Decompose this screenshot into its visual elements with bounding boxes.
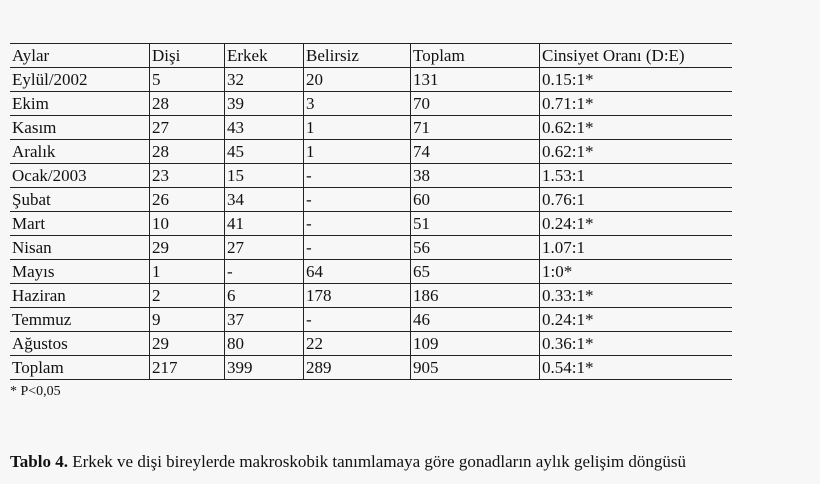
table-cell: 217 bbox=[150, 356, 225, 380]
table-cell: 22 bbox=[304, 332, 411, 356]
table-cell: 6 bbox=[225, 284, 304, 308]
table-cell: Ekim bbox=[10, 92, 150, 116]
table-cell: 38 bbox=[411, 164, 540, 188]
table-cell: 0.71:1* bbox=[540, 92, 733, 116]
table-cell: 0.15:1* bbox=[540, 68, 733, 92]
column-header: Cinsiyet Oranı (D:E) bbox=[540, 44, 733, 68]
table-cell: 34 bbox=[225, 188, 304, 212]
table-row bbox=[10, 284, 732, 308]
table-cell: - bbox=[304, 308, 411, 332]
table-cell: Eylül/2002 bbox=[10, 68, 150, 92]
table-cell: 1.53:1 bbox=[540, 164, 733, 188]
table-cell: 28 bbox=[150, 140, 225, 164]
table-cell: Mart bbox=[10, 212, 150, 236]
table-cell: - bbox=[304, 236, 411, 260]
table-cell: 29 bbox=[150, 332, 225, 356]
table-cell: 39 bbox=[225, 92, 304, 116]
table-cell: - bbox=[225, 260, 304, 284]
table-cell: 65 bbox=[411, 260, 540, 284]
table-cell: 5 bbox=[150, 68, 225, 92]
table-cell: 27 bbox=[150, 116, 225, 140]
table-row bbox=[10, 164, 732, 188]
table-cell: 46 bbox=[411, 308, 540, 332]
table-cell: 64 bbox=[304, 260, 411, 284]
table-cell: 178 bbox=[304, 284, 411, 308]
table-row bbox=[10, 68, 732, 92]
table-cell: 1.07:1 bbox=[540, 236, 733, 260]
table-cell: 37 bbox=[225, 308, 304, 332]
table-cell: - bbox=[304, 188, 411, 212]
table-cell: 0.54:1* bbox=[540, 356, 733, 380]
column-header: Belirsiz bbox=[304, 44, 411, 68]
table-row bbox=[10, 356, 732, 380]
table-cell: 0.33:1* bbox=[540, 284, 733, 308]
table-row bbox=[10, 188, 732, 212]
caption-text: Erkek ve dişi bireylerde makroskobik tanımlamaya göre gonadların aylık gelişim döngüsü bbox=[67, 452, 686, 471]
table-cell: 20 bbox=[304, 68, 411, 92]
table-cell: Nisan bbox=[10, 236, 150, 260]
table-cell: 1 bbox=[304, 140, 411, 164]
table-cell: Aralık bbox=[10, 140, 150, 164]
table-cell: Şubat bbox=[10, 188, 150, 212]
table-cell: 56 bbox=[411, 236, 540, 260]
table-cell: 10 bbox=[150, 212, 225, 236]
table-cell: 26 bbox=[150, 188, 225, 212]
table-cell: 41 bbox=[225, 212, 304, 236]
table-cell: Temmuz bbox=[10, 308, 150, 332]
table-cell: 2 bbox=[150, 284, 225, 308]
table-cell: Toplam bbox=[10, 356, 150, 380]
table-cell: Haziran bbox=[10, 284, 150, 308]
table-cell: 80 bbox=[225, 332, 304, 356]
caption-label: Tablo 4. bbox=[10, 452, 68, 471]
table-caption bbox=[10, 452, 686, 472]
table-cell: 45 bbox=[225, 140, 304, 164]
table-cell: - bbox=[304, 212, 411, 236]
data-table bbox=[10, 43, 732, 380]
table-cell: 70 bbox=[411, 92, 540, 116]
table-header-row bbox=[10, 44, 732, 68]
table-row bbox=[10, 332, 732, 356]
column-header: Dişi bbox=[150, 44, 225, 68]
column-header: Aylar bbox=[10, 44, 150, 68]
table-cell: 109 bbox=[411, 332, 540, 356]
table-cell: 399 bbox=[225, 356, 304, 380]
footnote: * P<0,05 bbox=[10, 384, 61, 399]
table-cell: Ocak/2003 bbox=[10, 164, 150, 188]
table-cell: Mayıs bbox=[10, 260, 150, 284]
table-row bbox=[10, 212, 732, 236]
column-header: Toplam bbox=[411, 44, 540, 68]
table-cell: 32 bbox=[225, 68, 304, 92]
table-cell: 0.24:1* bbox=[540, 308, 733, 332]
table-cell: 186 bbox=[411, 284, 540, 308]
table-cell: 27 bbox=[225, 236, 304, 260]
table-cell: 51 bbox=[411, 212, 540, 236]
table-cell: 0.62:1* bbox=[540, 116, 733, 140]
table-cell: 289 bbox=[304, 356, 411, 380]
table-cell: 23 bbox=[150, 164, 225, 188]
table-cell: 74 bbox=[411, 140, 540, 164]
table-cell: 29 bbox=[150, 236, 225, 260]
table-row bbox=[10, 308, 732, 332]
table-row bbox=[10, 236, 732, 260]
table-cell: 43 bbox=[225, 116, 304, 140]
table-row bbox=[10, 116, 732, 140]
table-cell: 131 bbox=[411, 68, 540, 92]
table-cell: 1 bbox=[150, 260, 225, 284]
table-cell: 28 bbox=[150, 92, 225, 116]
column-header: Erkek bbox=[225, 44, 304, 68]
table-cell: 0.36:1* bbox=[540, 332, 733, 356]
table-cell: 0.76:1 bbox=[540, 188, 733, 212]
table-cell: 3 bbox=[304, 92, 411, 116]
table-cell: 0.24:1* bbox=[540, 212, 733, 236]
table-row bbox=[10, 92, 732, 116]
table-cell: 15 bbox=[225, 164, 304, 188]
table-cell: 905 bbox=[411, 356, 540, 380]
table-cell: Kasım bbox=[10, 116, 150, 140]
table-cell: 1 bbox=[304, 116, 411, 140]
table-cell: 71 bbox=[411, 116, 540, 140]
table-cell: - bbox=[304, 164, 411, 188]
table-cell: Ağustos bbox=[10, 332, 150, 356]
table-cell: 1:0* bbox=[540, 260, 733, 284]
table-cell: 0.62:1* bbox=[540, 140, 733, 164]
table-row bbox=[10, 140, 732, 164]
table-cell: 60 bbox=[411, 188, 540, 212]
table-cell: 9 bbox=[150, 308, 225, 332]
table-row bbox=[10, 260, 732, 284]
